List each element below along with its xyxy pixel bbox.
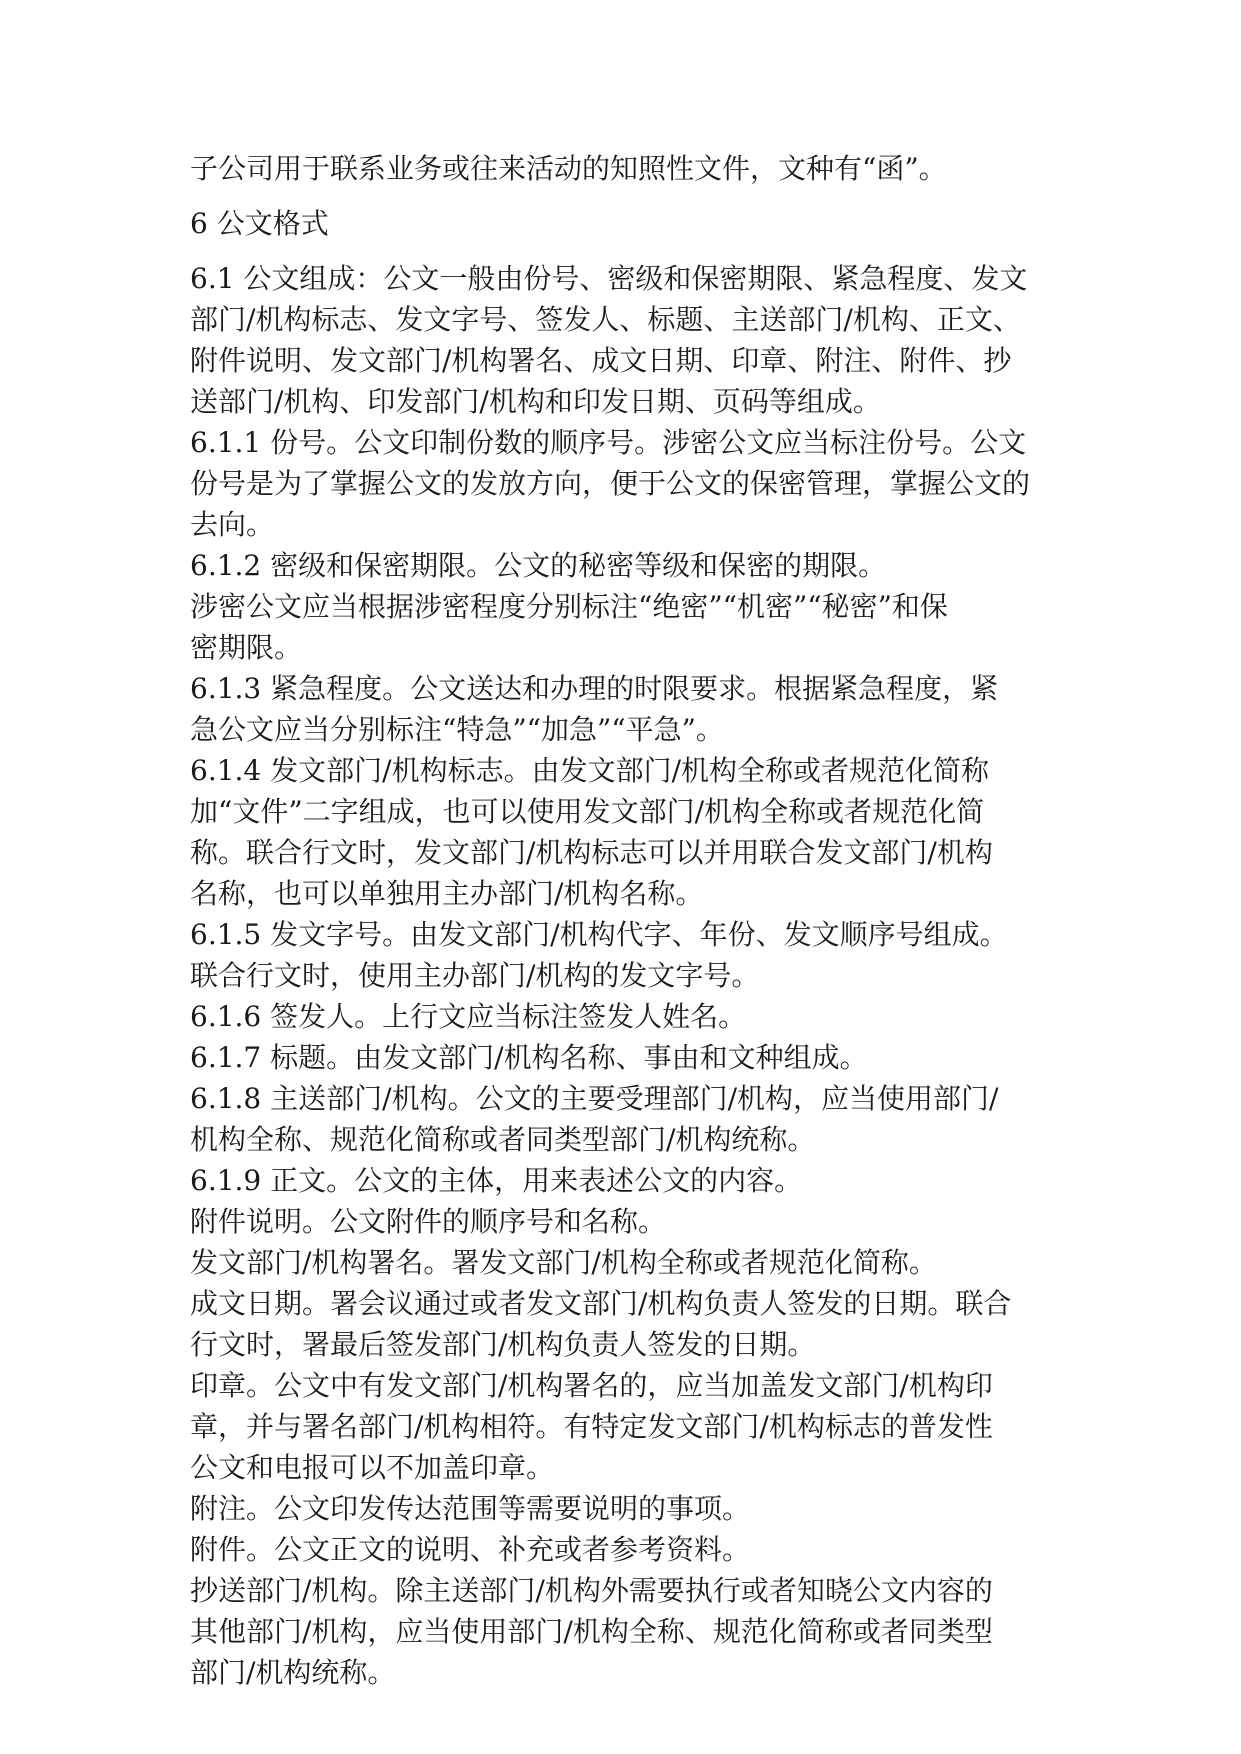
text-line: 去向。 xyxy=(190,508,275,541)
text-line: 发文部门/机构署名。署发文部门/机构全称或者规范化简称。 xyxy=(190,1246,937,1279)
text-line: 6.1.4 发文部门/机构标志。由发文部门/机构全称或者规范化简称 xyxy=(190,754,990,787)
text-line: 涉密公文应当根据涉密程度分别标注“绝密”“机密”“秘密”和保 xyxy=(190,590,948,623)
text-line: 附件说明。公文附件的顺序号和名称。 xyxy=(190,1205,667,1238)
text-line: 机构全称、规范化简称或者同类型部门/机构统称。 xyxy=(190,1123,816,1156)
text-line: 6.1.1 份号。公文印制份数的顺序号。涉密公文应当标注份号。公文 xyxy=(190,426,1027,459)
text-line: 公文和电报可以不加盖印章。 xyxy=(190,1451,555,1484)
text-line: 份号是为了掌握公文的发放方向，便于公文的保密管理，掌握公文的 xyxy=(190,467,1031,500)
text-line: 行文时，署最后签发部门/机构负责人签发的日期。 xyxy=(190,1328,816,1361)
text-line: 附件说明、发文部门/机构署名、成文日期、印章、附注、附件、抄 xyxy=(190,344,1012,377)
text-line: 6.1.2 密级和保密期限。公文的秘密等级和保密的期限。 xyxy=(190,549,887,582)
text-line: 送部门/机构、印发部门/机构和印发日期、页码等组成。 xyxy=(190,385,881,418)
text-line: 6.1.7 标题。由发文部门/机构名称、事由和文种组成。 xyxy=(190,1041,868,1074)
text-line: 密期限。 xyxy=(190,631,303,664)
text-line: 6.1.9 正文。公文的主体，用来表述公文的内容。 xyxy=(190,1164,803,1197)
text-line: 称。联合行文时，发文部门/机构标志可以并用联合发文部门/机构 xyxy=(190,836,993,869)
section-heading: 6 公文格式 xyxy=(190,207,329,240)
text-line: 附注。公文印发传达范围等需要说明的事项。 xyxy=(190,1492,751,1525)
text-line: 名称，也可以单独用主办部门/机构名称。 xyxy=(190,877,704,910)
text-line: 印章。公文中有发文部门/机构署名的，应当加盖发文部门/机构印 xyxy=(190,1369,993,1402)
text-line: 急公文应当分别标注“特急”“加急”“平急”。 xyxy=(190,713,724,746)
text-line: 6.1.5 发文字号。由发文部门/机构代字、年份、发文顺序号组成。 xyxy=(190,918,1008,951)
text-line: 成文日期。署会议通过或者发文部门/机构负责人签发的日期。联合 xyxy=(190,1287,1012,1320)
text-line: 6.1.3 紧急程度。公文送达和办理的时限要求。根据紧急程度，紧 xyxy=(190,672,999,705)
text-line: 抄送部门/机构。除主送部门/机构外需要执行或者知晓公文内容的 xyxy=(190,1574,993,1607)
text-line: 6.1.6 签发人。上行文应当标注签发人姓名。 xyxy=(190,1000,747,1033)
text-line: 章，并与署名部门/机构相符。有特定发文部门/机构标志的普发性 xyxy=(190,1410,993,1443)
text-line: 附件。公文正文的说明、补充或者参考资料。 xyxy=(190,1533,751,1566)
text-line: 6.1.8 主送部门/机构。公文的主要受理部门/机构，应当使用部门/ xyxy=(190,1082,999,1115)
text-line: 加“文件”二字组成，也可以使用发文部门/机构全称或者规范化简 xyxy=(190,795,985,828)
text-line: 6.1 公文组成：公文一般由份号、密级和保密期限、紧急程度、发文 xyxy=(190,262,1028,295)
text-line: 联合行文时，使用主办部门/机构的发文字号。 xyxy=(190,959,760,992)
document-body xyxy=(190,148,1070,1693)
text-line: 子公司用于联系业务或往来活动的知照性文件，文种有“函”。 xyxy=(190,152,947,185)
text-line: 其他部门/机构，应当使用部门/机构全称、规范化简称或者同类型 xyxy=(190,1615,993,1648)
text-line: 部门/机构标志、发文字号、签发人、标题、主送部门/机构、正文、 xyxy=(190,303,1021,336)
text-line: 部门/机构统称。 xyxy=(190,1656,396,1689)
